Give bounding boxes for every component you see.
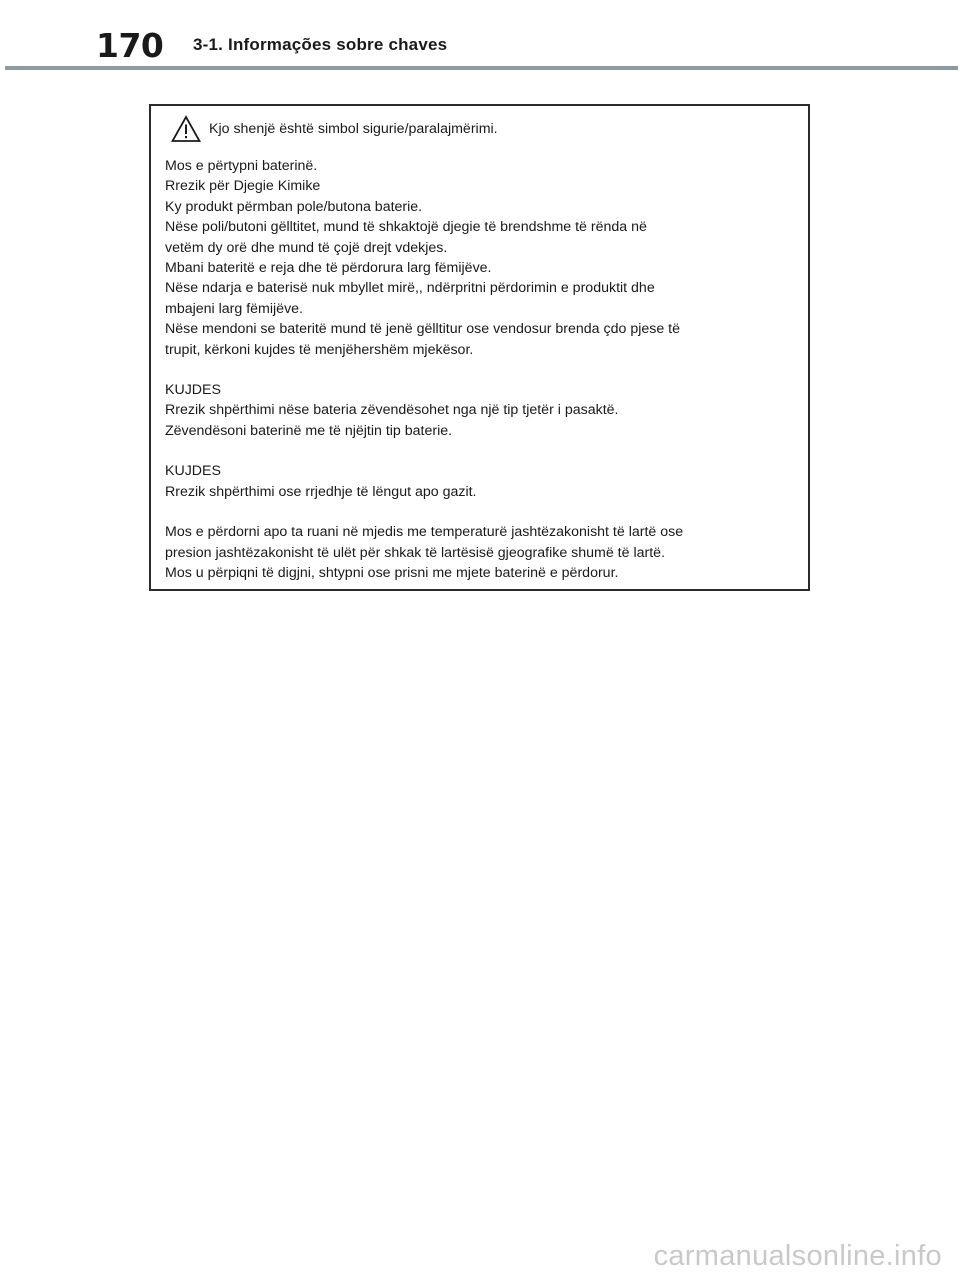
section-title: 3-1. Informações sobre chaves bbox=[193, 35, 448, 54]
warning-line: mbajeni larg fëmijëve. bbox=[165, 300, 303, 317]
warning-line: Zëvendësoni baterinë me të njëjtin tip baterie. bbox=[165, 422, 453, 439]
warning-line: Mos e përtypni baterinë. bbox=[165, 158, 318, 174]
warning-line: Nëse mendoni se bateritë mund të jenë gëlltitur ose vendosur brenda çdo pjese të bbox=[165, 321, 681, 338]
safety-symbol-line bbox=[165, 114, 798, 144]
caution-heading: KUJDES bbox=[165, 382, 221, 399]
battery-warning-box bbox=[149, 104, 810, 591]
replacement-caution-block bbox=[165, 380, 798, 441]
warning-line: Nëse poli/butoni gëlltitet, mund të shkaktojë djegie të brendshme të rënda në bbox=[165, 219, 647, 236]
caution-heading: KUJDES bbox=[165, 463, 221, 480]
warning-line: Nëse ndarja e baterisë nuk mbyllet mirë,, ndërpritni përdorimin e produktit dhe bbox=[165, 280, 655, 297]
site-watermark: carmanualsonline.info bbox=[653, 1240, 942, 1272]
warning-line: trupit, kërkoni kujdes të menjëhershëm mjekësor. bbox=[165, 341, 474, 358]
block-gap bbox=[165, 360, 798, 380]
storage-warning-block bbox=[165, 522, 798, 583]
block-gap bbox=[165, 502, 798, 522]
warning-line: Rrezik shpërthimi nëse bateria zëvendësohet nga një tip tjetër i pasaktë. bbox=[165, 402, 619, 419]
warning-triangle-icon bbox=[171, 115, 201, 143]
warning-line: vetëm dy orë dhe mund të çojë drejt vdekjes. bbox=[165, 239, 448, 256]
warning-line: Rrezik shpërthimi ose rrjedhje të lëngut apo gazit. bbox=[165, 483, 477, 500]
warning-line: Ky produkt përmban pole/butona baterie. bbox=[165, 198, 423, 215]
block-gap bbox=[165, 441, 798, 461]
ingestion-warning-block bbox=[165, 156, 798, 360]
page-number: 170 bbox=[96, 26, 164, 65]
explosion-caution-block bbox=[165, 461, 798, 502]
warning-line: Mos e përdorni apo ta ruani në mjedis me temperaturë jashtëzakonisht të lartë ose bbox=[165, 524, 684, 541]
warning-line: presion jashtëzakonisht të ulët për shkak të lartësisë gjeografike shumë të lartë. bbox=[165, 544, 665, 561]
safety-symbol-text: Kjo shenjë është simbol sigurie/paralajmërimi. bbox=[209, 120, 498, 137]
warning-line: Rrezik për Djegie Kimike bbox=[165, 178, 321, 195]
page-header bbox=[0, 0, 960, 70]
header-divider bbox=[5, 66, 958, 70]
warning-line: Mos u përpiqni të digjni, shtypni ose prisni me mjete baterinë e përdorur. bbox=[165, 564, 619, 581]
warning-line: Mbani bateritë e reja dhe të përdorura larg fëmijëve. bbox=[165, 260, 492, 277]
